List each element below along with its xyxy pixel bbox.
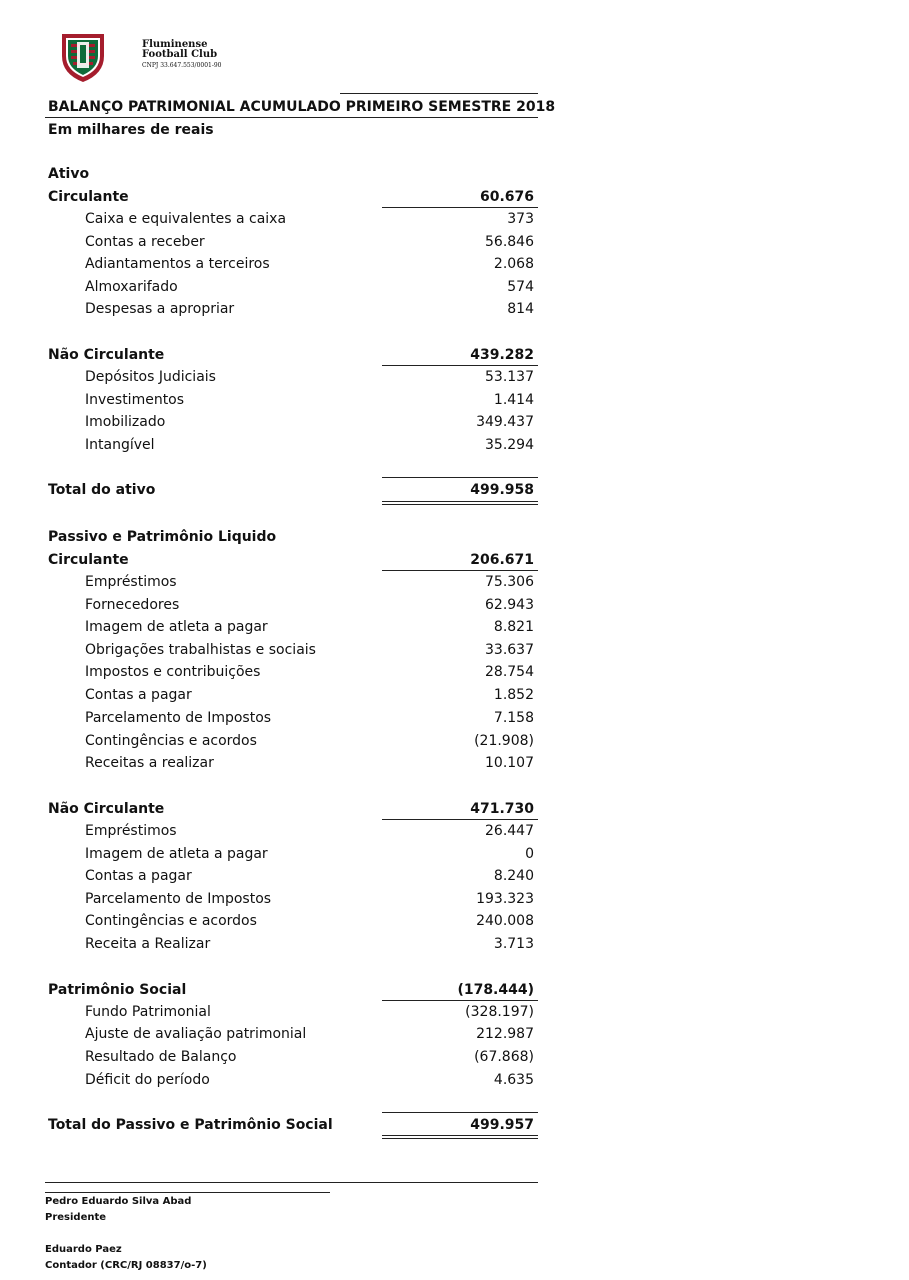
item-value: (67.868)	[474, 1049, 534, 1065]
item-value: 193.323	[476, 891, 534, 907]
group-total: 439.282	[470, 347, 534, 363]
table-row	[0, 211, 909, 233]
item-label: Parcelamento de Impostos	[85, 891, 272, 907]
total-rule-top	[382, 1112, 538, 1113]
total-rule-double-2	[382, 504, 538, 505]
group-total: 206.671	[470, 552, 534, 568]
item-label: Resultado de Balanço	[85, 1049, 237, 1065]
item-value: 26.447	[485, 823, 534, 839]
document-subtitle: Em milhares de reais	[48, 122, 214, 138]
item-value: 53.137	[485, 369, 534, 385]
footer-rule	[45, 1182, 538, 1183]
table-row	[0, 755, 909, 777]
group-rule	[382, 207, 538, 208]
group-label: Circulante	[48, 189, 129, 205]
item-value: 212.987	[476, 1026, 534, 1042]
table-row	[0, 687, 909, 709]
item-label: Fornecedores	[85, 597, 180, 613]
table-row	[0, 1072, 909, 1094]
table-row	[0, 437, 909, 459]
table-row	[0, 256, 909, 278]
item-label: Imobilizado	[85, 414, 166, 430]
total-rule-double-1	[382, 1135, 538, 1136]
item-value: 574	[507, 279, 534, 295]
table-row	[0, 369, 909, 391]
table-row	[0, 823, 909, 845]
item-label: Contingências e acordos	[85, 913, 257, 929]
group-label: Não Circulante	[48, 801, 165, 817]
item-label: Ajuste de avaliação patrimonial	[85, 1026, 307, 1042]
item-label: Depósitos Judiciais	[85, 369, 216, 385]
table-row	[0, 1004, 909, 1026]
item-value: 10.107	[485, 755, 534, 771]
group-rule	[382, 819, 538, 820]
item-label: Adiantamentos a terceiros	[85, 256, 270, 272]
table-row	[0, 846, 909, 868]
group-rule	[382, 1000, 538, 1001]
total-label: Total do ativo	[48, 482, 156, 498]
table-row	[0, 279, 909, 301]
item-value: 7.158	[493, 710, 534, 726]
item-value: 33.637	[485, 642, 534, 658]
total-rule-double-2	[382, 1138, 538, 1139]
section-passivo	[0, 529, 909, 551]
item-value: 56.846	[485, 234, 534, 250]
table-row	[0, 733, 909, 755]
table-row	[0, 868, 909, 890]
item-label: Contingências e acordos	[85, 733, 257, 749]
item-label: Contas a receber	[85, 234, 205, 250]
group-rule	[382, 570, 538, 571]
fluminense-crest-icon	[58, 30, 108, 84]
item-value: 1.852	[493, 687, 534, 703]
item-label: Empréstimos	[85, 823, 177, 839]
item-value: 373	[507, 211, 534, 227]
item-value: (328.197)	[465, 1004, 534, 1020]
group-label: Circulante	[48, 552, 129, 568]
document-title: BALANÇO PATRIMONIAL ACUMULADO PRIMEIRO SEMESTRE 2018	[48, 99, 556, 115]
item-value: 8.821	[493, 619, 534, 635]
item-value: 28.754	[485, 664, 534, 680]
total-value: 499.957	[470, 1117, 534, 1133]
item-value: 1.414	[493, 392, 534, 408]
item-label: Imagem de atleta a pagar	[85, 846, 268, 862]
table-row	[0, 664, 909, 686]
item-label: Contas a pagar	[85, 687, 192, 703]
table-row	[0, 301, 909, 323]
item-label: Impostos e contribuições	[85, 664, 261, 680]
group-total: (178.444)	[457, 982, 534, 998]
item-label: Déficit do período	[85, 1072, 210, 1088]
table-row	[0, 642, 909, 664]
table-row	[0, 392, 909, 414]
item-value: 4.635	[493, 1072, 534, 1088]
item-label: Contas a pagar	[85, 868, 192, 884]
item-value: 3.713	[493, 936, 534, 952]
item-label: Imagem de atleta a pagar	[85, 619, 268, 635]
club-name-line2: Football Club	[142, 49, 218, 60]
table-row	[0, 891, 909, 913]
signature-line	[45, 1192, 330, 1193]
group-label: Patrimônio Social	[48, 982, 187, 998]
item-value: 35.294	[485, 437, 534, 453]
group-total: 471.730	[470, 801, 534, 817]
total-label: Total do Passivo e Patrimônio Social	[48, 1117, 333, 1133]
presidente-role: Presidente	[45, 1212, 107, 1223]
item-label: Empréstimos	[85, 574, 177, 590]
item-label: Fundo Patrimonial	[85, 1004, 211, 1020]
section-ativo	[0, 166, 909, 188]
table-row	[0, 414, 909, 436]
item-value: 8.240	[493, 868, 534, 884]
table-row	[0, 619, 909, 641]
item-label: Parcelamento de Impostos	[85, 710, 272, 726]
club-cnpj: CNPJ 33.647.553/0001-90	[142, 62, 222, 69]
item-label: Receita a Realizar	[85, 936, 211, 952]
item-value: 75.306	[485, 574, 534, 590]
item-label: Almoxarifado	[85, 279, 178, 295]
item-label: Caixa e equivalentes a caixa	[85, 211, 287, 227]
table-row	[0, 936, 909, 958]
total-rule-double-1	[382, 501, 538, 502]
table-row	[0, 913, 909, 935]
table-row	[0, 574, 909, 596]
contador-name: Eduardo Paez	[45, 1244, 122, 1255]
club-name-line1: Fluminense	[142, 39, 208, 50]
item-label: Intangível	[85, 437, 155, 453]
item-value: (21.908)	[474, 733, 534, 749]
item-label: Obrigações trabalhistas e sociais	[85, 642, 316, 658]
table-row	[0, 710, 909, 732]
title-top-rule	[340, 93, 538, 94]
table-row	[0, 1049, 909, 1071]
item-value: 814	[507, 301, 534, 317]
item-label: Receitas a realizar	[85, 755, 214, 771]
group-label: Não Circulante	[48, 347, 165, 363]
item-value: 62.943	[485, 597, 534, 613]
table-row	[0, 1026, 909, 1048]
item-label: Despesas a apropriar	[85, 301, 235, 317]
presidente-name: Pedro Eduardo Silva Abad	[45, 1196, 192, 1207]
table-row	[0, 597, 909, 619]
item-value: 349.437	[476, 414, 534, 430]
table-row	[0, 234, 909, 256]
item-value: 0	[525, 846, 534, 862]
item-label: Investimentos	[85, 392, 185, 408]
item-value: 240.008	[476, 913, 534, 929]
total-rule-top	[382, 477, 538, 478]
group-total: 60.676	[479, 189, 534, 205]
section-label: Passivo e Patrimônio Liquido	[48, 529, 277, 545]
title-underline	[45, 117, 538, 118]
item-value: 2.068	[493, 256, 534, 272]
group-rule	[382, 365, 538, 366]
club-name-block	[142, 40, 222, 71]
total-value: 499.958	[470, 482, 534, 498]
section-label: Ativo	[48, 166, 90, 182]
contador-role: Contador (CRC/RJ 08837/o-7)	[45, 1260, 207, 1271]
